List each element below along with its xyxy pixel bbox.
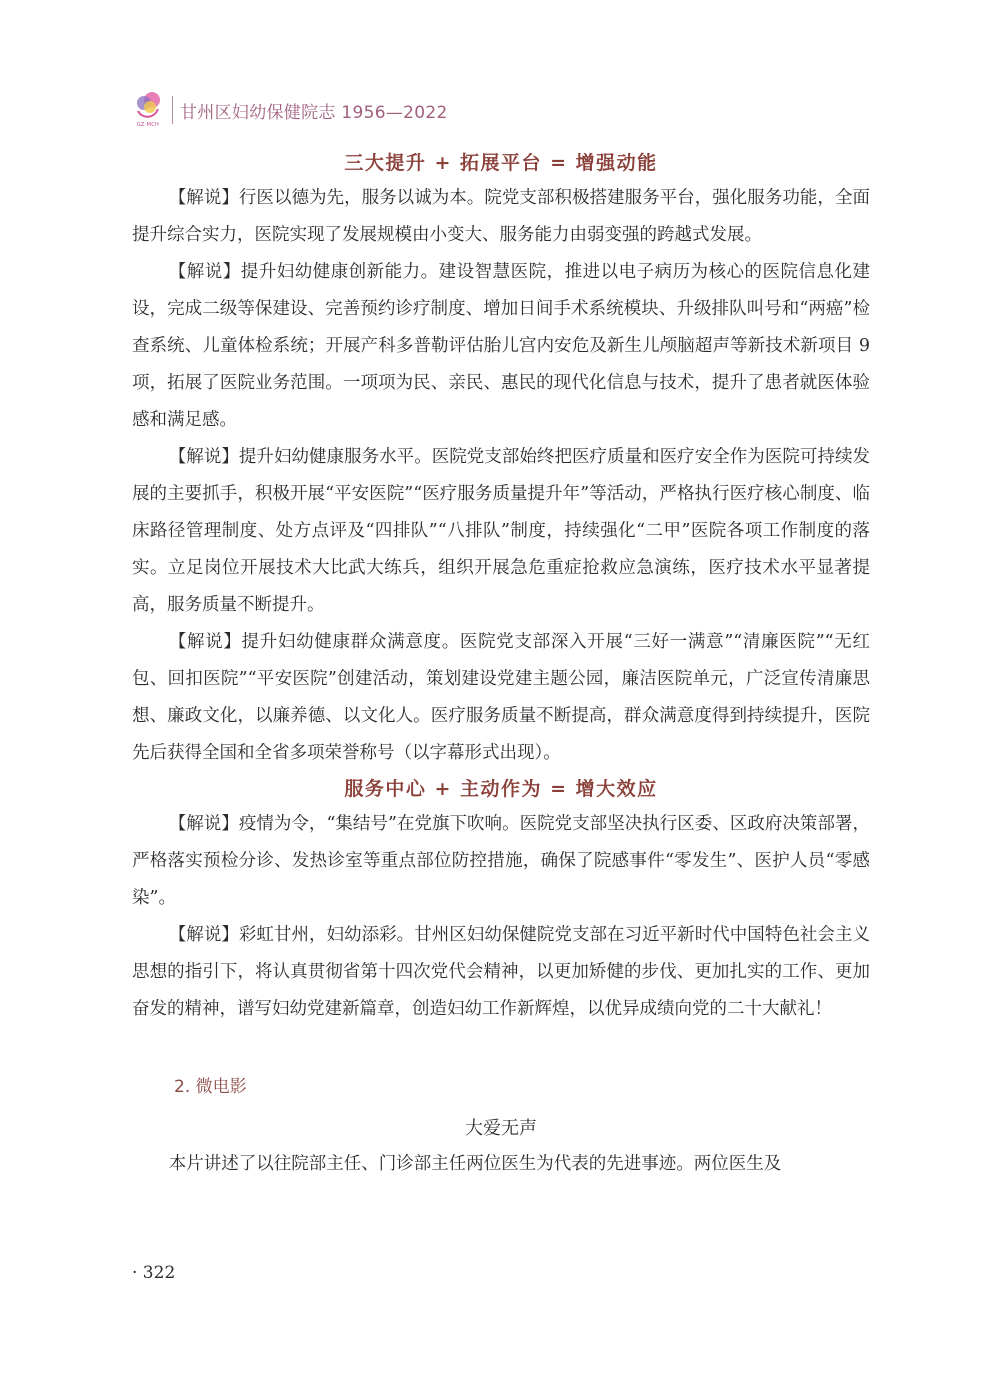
subsection-heading: 2. 微电影	[174, 1077, 247, 1097]
narration-paragraph: 【解说】提升妇幼健康创新能力。建设智慧医院，推进以电子病历为核心的医院信息化建设，完成二级等保建设、完善预约诊疗制度、增加日间手术系统模块、升级排队叫号和“两癌”检查系统、儿童体检系统；开展产科多普勒评估胎儿宫内安危及新生儿颅脑超声等新技术新项目 9 项，拓展了医院业务范围。一项项为民、亲民、惠民的现代化信息与技术，提升了患者就医体验感和满足感。	[132, 262, 870, 430]
section-title: 服务中心 + 主动作为 = 增大效应	[344, 778, 658, 800]
logo-caption: GZ·MCH	[136, 122, 160, 128]
section-title: 三大提升 + 拓展平台 = 增强动能	[344, 152, 658, 174]
body-paragraph: 本片讲述了以往院部主任、门诊部主任两位医生为代表的先进事迹。两位医生及	[168, 1154, 782, 1174]
book-title: 甘州区妇幼保健院志 1956—2022	[180, 102, 448, 123]
header-divider	[172, 96, 173, 124]
film-title: 大爱无声	[465, 1118, 537, 1139]
narration-paragraph: 【解说】疫情为令，“集结号”在党旗下吹响。医院党支部坚决执行区委、区政府决策部署，严格落实预检分诊、发热诊室等重点部位防控措施，确保了院感事件“零发生”、医护人员“零感染”。	[132, 814, 870, 908]
running-header	[132, 88, 448, 132]
narration-paragraph: 【解说】提升妇幼健康服务水平。医院党支部始终把医疗质量和医疗安全作为医院可持续发展的主要抓手，积极开展“平安医院”“医疗服务质量提升年”等活动，严格执行医疗核心制度、临床路径管理制度、处方点评及“四排队”“八排队”制度，持续强化“二甲”医院各项工作制度的落实。立足岗位开展技术大比武大练兵，组织开展急危重症抢救应急演练，医疗技术水平显著提高，服务质量不断提升。	[132, 447, 870, 615]
hospital-logo	[132, 91, 164, 129]
narration-paragraph: 【解说】行医以德为先，服务以诚为本。院党支部积极搭建服务平台，强化服务功能，全面提升综合实力，医院实现了发展规模由小变大、服务能力由弱变强的跨越式发展。	[132, 188, 870, 245]
page-number: · 322	[132, 1263, 176, 1283]
narration-paragraph: 【解说】提升妇幼健康群众满意度。医院党支部深入开展“三好一满意”“清廉医院”“无红包、回扣医院”“平安医院”创建活动，策划建设党建主题公园，廉洁医院单元，广泛宣传清廉思想、廉政文化，以廉养德、以文化人。医疗服务质量不断提高，群众满意度得到持续提升，医院先后获得全国和全省多项荣誉称号（以字幕形式出现）。	[132, 632, 870, 763]
narration-paragraph: 【解说】彩虹甘州，妇幼添彩。甘州区妇幼保健院党支部在习近平新时代中国特色社会主义思想的指引下，将认真贯彻省第十四次党代会精神，以更加矫健的步伐、更加扎实的工作、更加奋发的精神，谱写妇幼党建新篇章，创造妇幼工作新辉煌，以优异成绩向党的二十大献礼！	[132, 925, 870, 1019]
logo-emblem-icon	[132, 91, 164, 121]
page-body	[132, 146, 870, 1183]
